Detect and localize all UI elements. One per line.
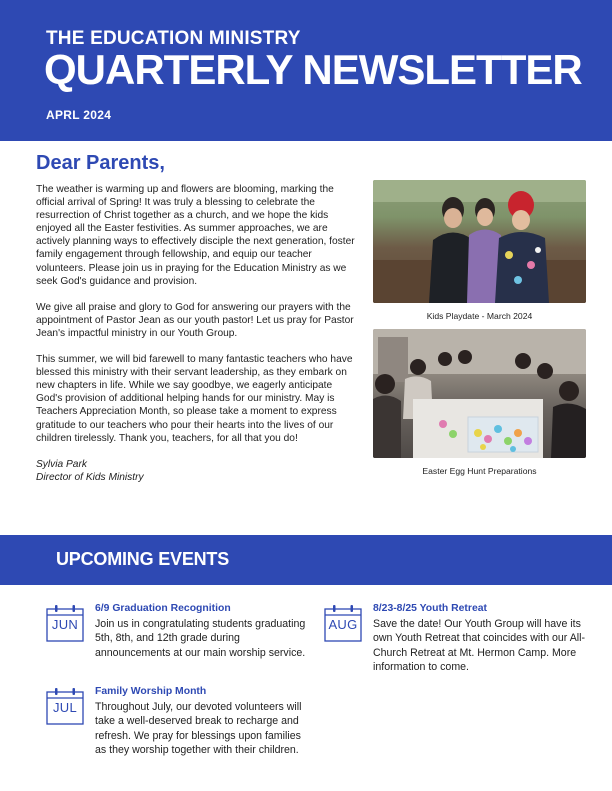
ministry-name: THE EDUCATION MINISTRY: [46, 28, 301, 49]
signature-name: Sylvia Park: [36, 458, 87, 470]
kids-playdate-photo: [373, 180, 586, 303]
signature-title: Director of Kids Ministry: [36, 471, 144, 483]
upcoming-events-banner: [0, 535, 612, 585]
letter-body: [36, 183, 356, 484]
newsletter-title: QUARTERLY NEWSLETTER: [44, 46, 582, 93]
event-description: Join us in congratulating students graduating 5th, 8th, and 12th grade during announcements at our main worship service.: [95, 618, 306, 659]
egg-hunt-photo-art: [373, 329, 586, 458]
letter-paragraph: We give all praise and glory to God for answering our prayers with the appointment of Pastor Jean as our youth pastor! Let us pray for Pastor Jean's impactful ministry in our Youth Group.: [36, 301, 354, 339]
calendar-icon: [323, 603, 363, 643]
upcoming-events-heading: UPCOMING EVENTS: [56, 549, 230, 569]
issue-date: APRL 2024: [46, 108, 112, 122]
event-title: 6/9 Graduation Recognition: [95, 603, 231, 614]
event-month: JUN: [51, 617, 79, 632]
photo-caption: Kids Playdate - March 2024: [426, 311, 533, 321]
playdate-photo-art: [373, 180, 586, 303]
event-title: 8/23-8/25 Youth Retreat: [373, 603, 487, 614]
letter-paragraph: This summer, we will bid farewell to many fantastic teachers who have blessed this ministry with their servant leadership, as they embark on new chapters in life. While we say goodbye, we eagerly anticipate God's provision of additional helping hands for our ministry. May is Teachers Appreciation Month, so please take a moment to express gratitude to our teachers who pour their hearts into the lives of our children tirelessly. Thank you, teachers, for all that you do!: [36, 354, 353, 444]
calendar-icon: [45, 686, 85, 726]
event-description: Throughout July, our devoted volunteers will take a well-deserved break to recharge and refresh. We pray for blessings upon families as they worship together with their children.: [95, 701, 302, 756]
letter-paragraph: The weather is warming up and flowers are blooming, marking the official arrival of Spring! It was truly a blessing to celebrate the resurrection of Christ together as a church, and we hope the kids enjoyed all the Easter festivities. As summer approaches, we are actively planning ways to effectively disciple the next generation, foster family engagement through fellowship, and equip our teacher volunteers. Please join us in praying for the Education Ministry as we seek God's guidance and provision.: [36, 184, 355, 287]
photo-caption: Easter Egg Hunt Preparations: [422, 466, 537, 476]
event-description: Save the date! Our Youth Group will have its own Youth Retreat that coincides with our All-Church Retreat at Mt. Hermon Camp. More information to come.: [373, 618, 585, 673]
event-title: Family Worship Month: [95, 686, 207, 697]
newsletter-header: [0, 0, 612, 141]
event-month: JUL: [52, 700, 78, 715]
event-month: AUG: [328, 617, 358, 632]
letter-greeting: Dear Parents,: [36, 152, 165, 174]
calendar-icon: [45, 603, 85, 643]
easter-egg-photo: [373, 329, 586, 458]
